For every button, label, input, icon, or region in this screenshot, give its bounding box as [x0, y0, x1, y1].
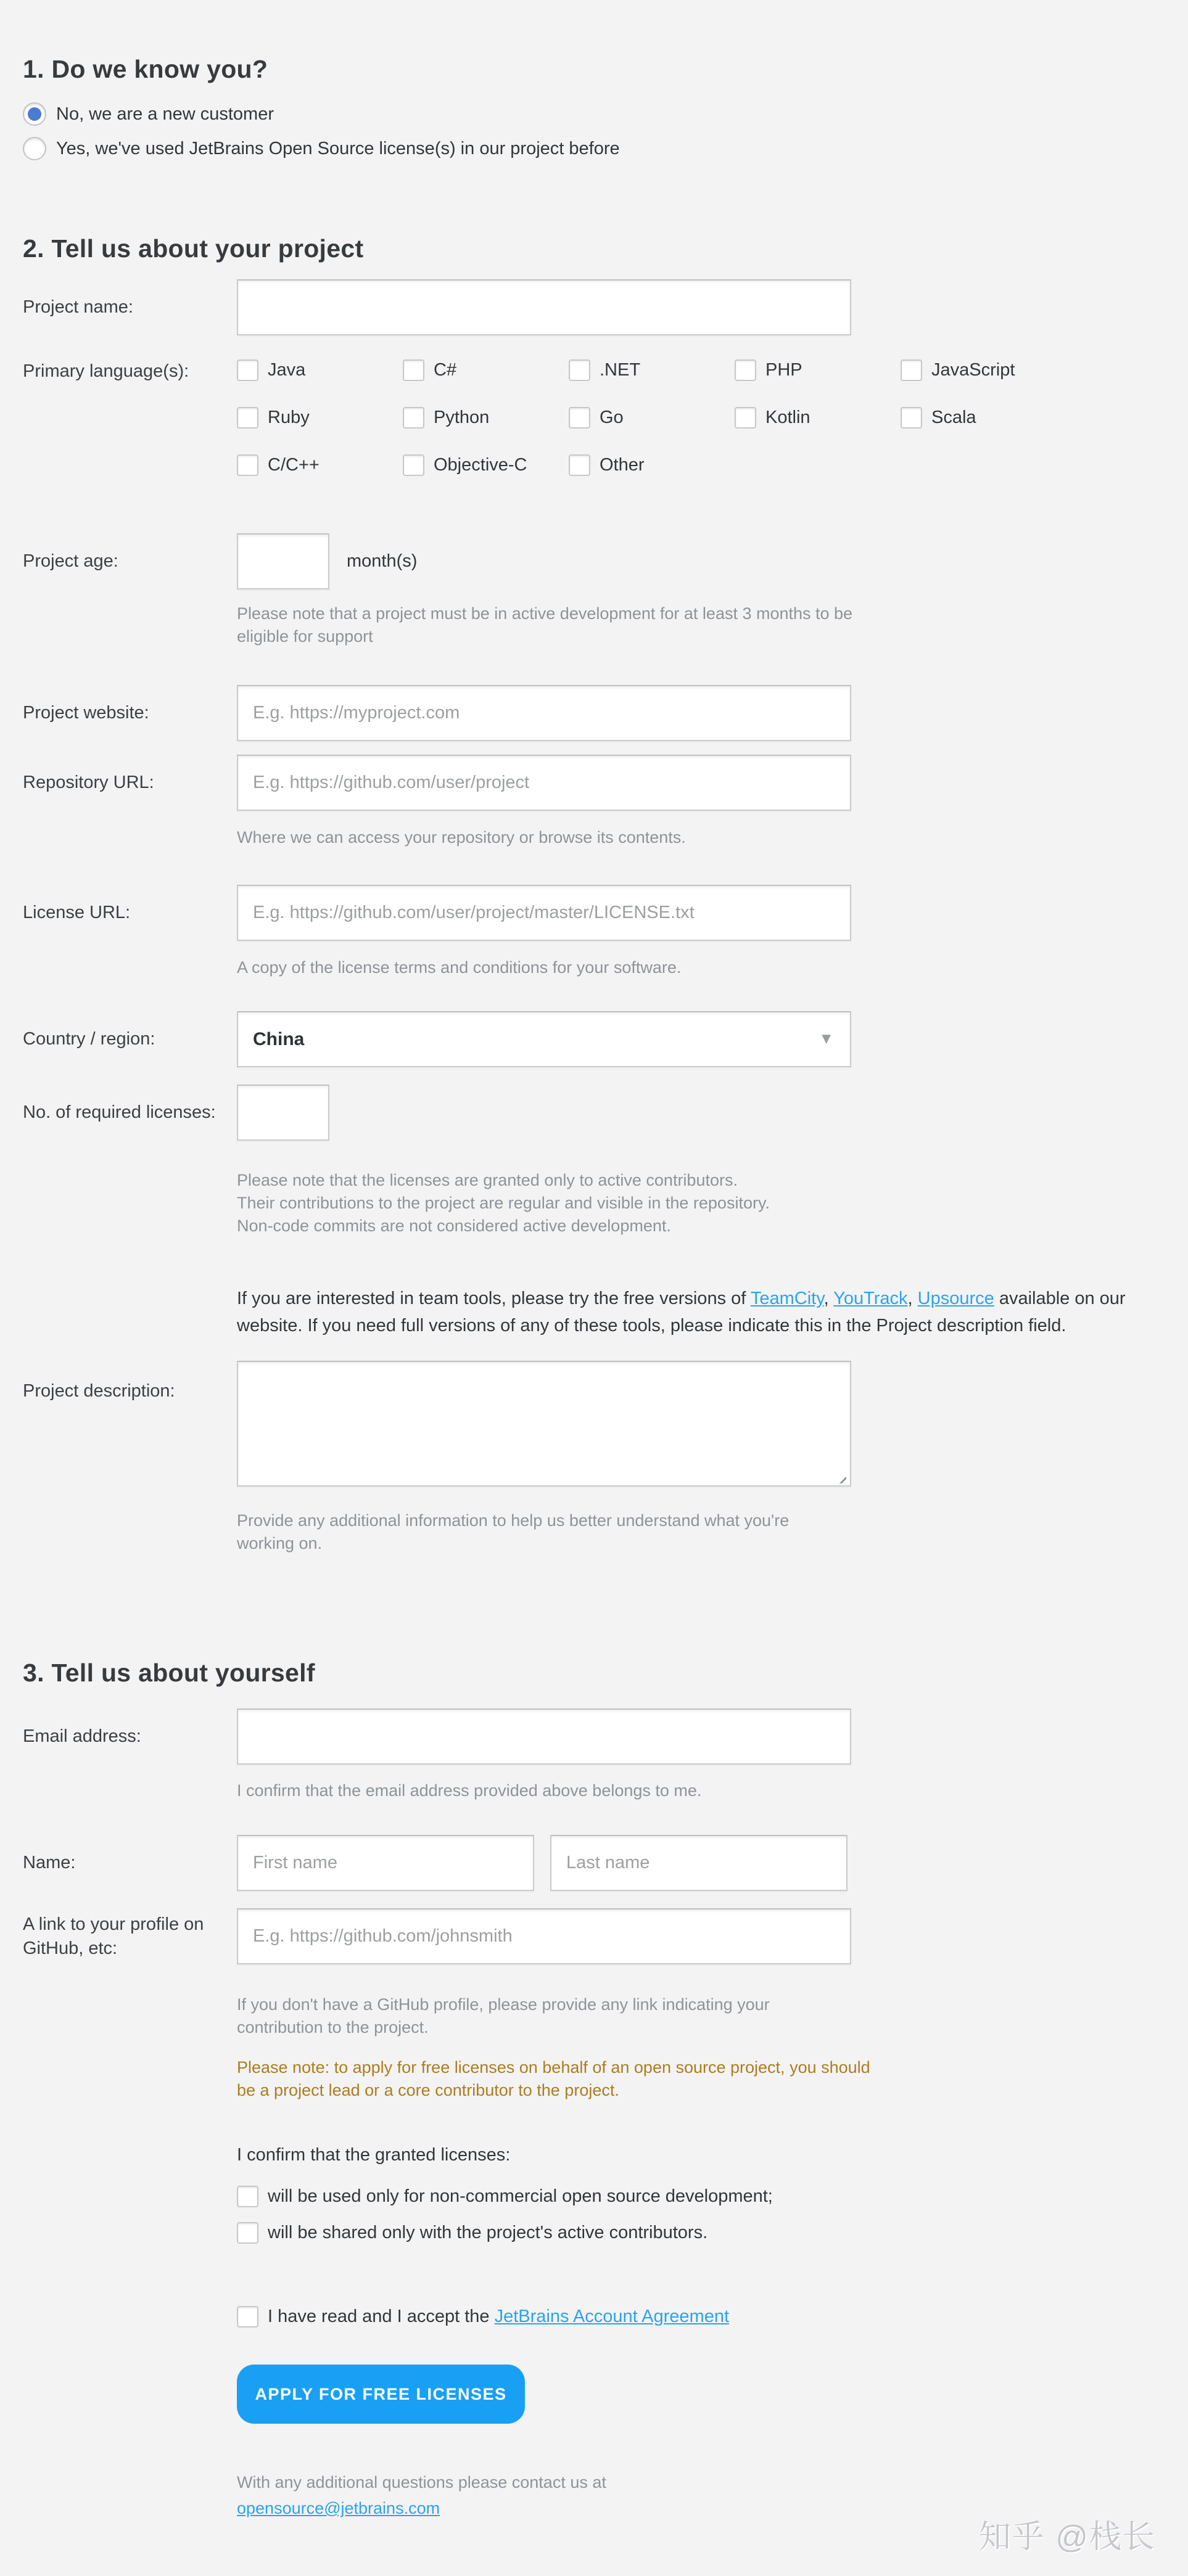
- languages-row: [23, 359, 1188, 476]
- country-select[interactable]: [237, 1011, 851, 1067]
- github-profile-input[interactable]: [237, 1908, 851, 1964]
- checkbox-icon[interactable]: [735, 359, 756, 381]
- radio-option-label: Yes, we've used JetBrains Open Source license(s) in our project before: [56, 138, 620, 158]
- checkbox-icon[interactable]: [901, 407, 922, 429]
- radio-option-new-customer[interactable]: [23, 102, 1188, 126]
- team-tools-paragraph: [237, 1285, 1181, 1339]
- language-checkbox-javascript[interactable]: JavaScript: [901, 359, 1066, 381]
- helper-line: Please note that the licenses are granted only to active contributors.: [237, 1171, 738, 1189]
- license-url-label: License URL:: [23, 903, 131, 922]
- checkbox-icon[interactable]: [569, 359, 590, 381]
- languages-grid: [237, 359, 1066, 476]
- checkbox-icon[interactable]: [569, 407, 590, 429]
- project-age-helper: Please note that a project must be in active development for at least 3 months to be eligible for support: [237, 604, 853, 646]
- country-row: [23, 1011, 1188, 1067]
- project-description-label: Project description:: [23, 1381, 175, 1401]
- repository-url-input[interactable]: [237, 755, 851, 811]
- last-name-input[interactable]: [550, 1835, 848, 1891]
- project-age-label: Project age:: [23, 551, 118, 571]
- email-label: Email address:: [23, 1726, 141, 1746]
- repository-url-label: Repository URL:: [23, 773, 154, 792]
- checkbox-icon[interactable]: [237, 359, 258, 381]
- language-checkbox-dotnet[interactable]: .NET: [569, 359, 735, 381]
- country-label: Country / region:: [23, 1029, 155, 1049]
- first-name-input[interactable]: [237, 1835, 534, 1891]
- project-name-input[interactable]: [237, 279, 851, 335]
- num-licenses-input[interactable]: [237, 1085, 329, 1141]
- project-description-row: [23, 1361, 1188, 1490]
- confirm-contributors-checkbox[interactable]: will be shared only with the project's active contributors.: [237, 2222, 1188, 2244]
- know-you-radio-group: [23, 102, 1188, 160]
- project-name-row: [23, 279, 1188, 335]
- repository-url-helper: Where we can access your repository or browse its contents.: [237, 828, 686, 847]
- project-age-row: [23, 533, 1188, 589]
- section-2-title: 2. Tell us about your project: [23, 234, 364, 263]
- num-licenses-helper: [237, 1169, 1188, 1237]
- github-profile-row: [23, 1908, 1188, 1964]
- project-description-helper: Provide any additional information to help us better understand what you're working on.: [237, 1511, 790, 1553]
- language-checkbox-scala[interactable]: Scala: [901, 407, 1066, 429]
- project-lead-note: Please note: to apply for free licenses on behalf of an open source project, you should be a project lead or a core contributor to the project.: [237, 2058, 870, 2099]
- watermark: 知乎 @栈长: [978, 2519, 1156, 2555]
- radio-option-existing-customer[interactable]: [23, 137, 1188, 160]
- youtrack-link[interactable]: YouTrack: [833, 1289, 908, 1308]
- section-3-title: 3. Tell us about yourself: [23, 1659, 315, 1687]
- checkbox-icon[interactable]: [237, 2306, 258, 2328]
- language-checkbox-go[interactable]: Go: [569, 407, 735, 429]
- github-profile-label: A link to your profile on GitHub, etc:: [23, 1914, 204, 1958]
- upsource-link[interactable]: Upsource: [917, 1289, 994, 1308]
- language-checkbox-cpp[interactable]: C/C++: [237, 454, 403, 476]
- checkbox-icon[interactable]: [237, 2222, 258, 2244]
- checkbox-icon[interactable]: [569, 454, 590, 476]
- agreement-checkbox-row[interactable]: [237, 2306, 1188, 2328]
- email-row: [23, 1708, 1188, 1765]
- language-checkbox-other[interactable]: Other: [569, 454, 735, 476]
- checkbox-icon[interactable]: [735, 407, 756, 429]
- email-input[interactable]: [237, 1708, 851, 1765]
- language-checkbox-python[interactable]: Python: [403, 407, 569, 429]
- radio-icon[interactable]: [23, 102, 46, 126]
- paragraph-text: available on our website. If you need full versions of any of these tools, please indicate this in the Project description field.: [237, 1289, 1126, 1335]
- license-url-helper: A copy of the license terms and conditions for your software.: [237, 958, 682, 977]
- language-checkbox-java[interactable]: Java: [237, 359, 403, 381]
- confirm-licenses-lead: I confirm that the granted licenses:: [237, 2145, 511, 2165]
- project-website-input[interactable]: [237, 685, 851, 741]
- name-label: Name:: [23, 1853, 76, 1873]
- checkbox-icon[interactable]: [403, 407, 424, 429]
- checkbox-icon[interactable]: [403, 359, 424, 381]
- opensource-email-link[interactable]: opensource@jetbrains.com: [237, 2499, 440, 2517]
- language-checkbox-csharp[interactable]: C#: [403, 359, 569, 381]
- checkbox-icon[interactable]: [237, 454, 258, 476]
- paragraph-text: If you are interested in team tools, please try the free versions of: [237, 1289, 751, 1308]
- apply-for-free-licenses-button[interactable]: APPLY FOR FREE LICENSES: [237, 2365, 525, 2424]
- language-checkbox-objectivec[interactable]: Objective-C: [403, 454, 569, 476]
- project-description-wrapper: [237, 1361, 851, 1490]
- language-checkbox-kotlin[interactable]: Kotlin: [735, 407, 901, 429]
- paragraph-text: ,: [907, 1289, 918, 1308]
- github-profile-helper: If you don't have a GitHub profile, please provide any link indicating your contribution to the project.: [237, 1995, 770, 2037]
- footer-text: With any additional questions please contact us at: [237, 2473, 606, 2492]
- name-row: [23, 1835, 1188, 1891]
- helper-line: Non-code commits are not considered active development.: [237, 1216, 671, 1235]
- chevron-down-icon: ▼: [819, 1029, 834, 1047]
- account-agreement-link[interactable]: JetBrains Account Agreement: [494, 2307, 730, 2326]
- helper-line: Their contributions to the project are regular and visible in the repository.: [237, 1194, 770, 1212]
- checkbox-icon[interactable]: [901, 359, 922, 381]
- num-licenses-row: [23, 1085, 1188, 1141]
- repository-url-row: [23, 755, 1188, 811]
- project-age-suffix: month(s): [347, 551, 418, 571]
- languages-label: Primary language(s):: [23, 361, 189, 381]
- project-name-label: Project name:: [23, 297, 133, 317]
- email-helper: I confirm that the email address provided above belongs to me.: [237, 1781, 702, 1800]
- license-url-row: [23, 885, 1188, 941]
- teamcity-link[interactable]: TeamCity: [750, 1289, 824, 1308]
- checkbox-icon[interactable]: [237, 2186, 258, 2207]
- project-description-textarea[interactable]: [237, 1361, 851, 1487]
- num-licenses-label: No. of required licenses:: [23, 1102, 216, 1122]
- section-1-title: 1. Do we know you?: [23, 55, 268, 83]
- license-url-input[interactable]: [237, 885, 851, 941]
- paragraph-text: ,: [823, 1289, 834, 1308]
- agreement-text: I have read and I accept the: [268, 2307, 495, 2326]
- confirm-noncommercial-checkbox[interactable]: will be used only for non-commercial open source development;: [237, 2186, 1188, 2207]
- language-checkbox-ruby[interactable]: Ruby: [237, 407, 403, 429]
- project-website-label: Project website:: [23, 703, 149, 723]
- project-age-input[interactable]: [237, 533, 329, 589]
- project-website-row: [23, 685, 1188, 741]
- radio-icon[interactable]: [23, 137, 46, 160]
- checkbox-icon[interactable]: [403, 454, 424, 476]
- radio-option-label: No, we are a new customer: [56, 104, 274, 124]
- country-selected-value: China: [253, 1028, 305, 1049]
- checkbox-icon[interactable]: [237, 407, 258, 429]
- language-checkbox-php[interactable]: PHP: [735, 359, 901, 381]
